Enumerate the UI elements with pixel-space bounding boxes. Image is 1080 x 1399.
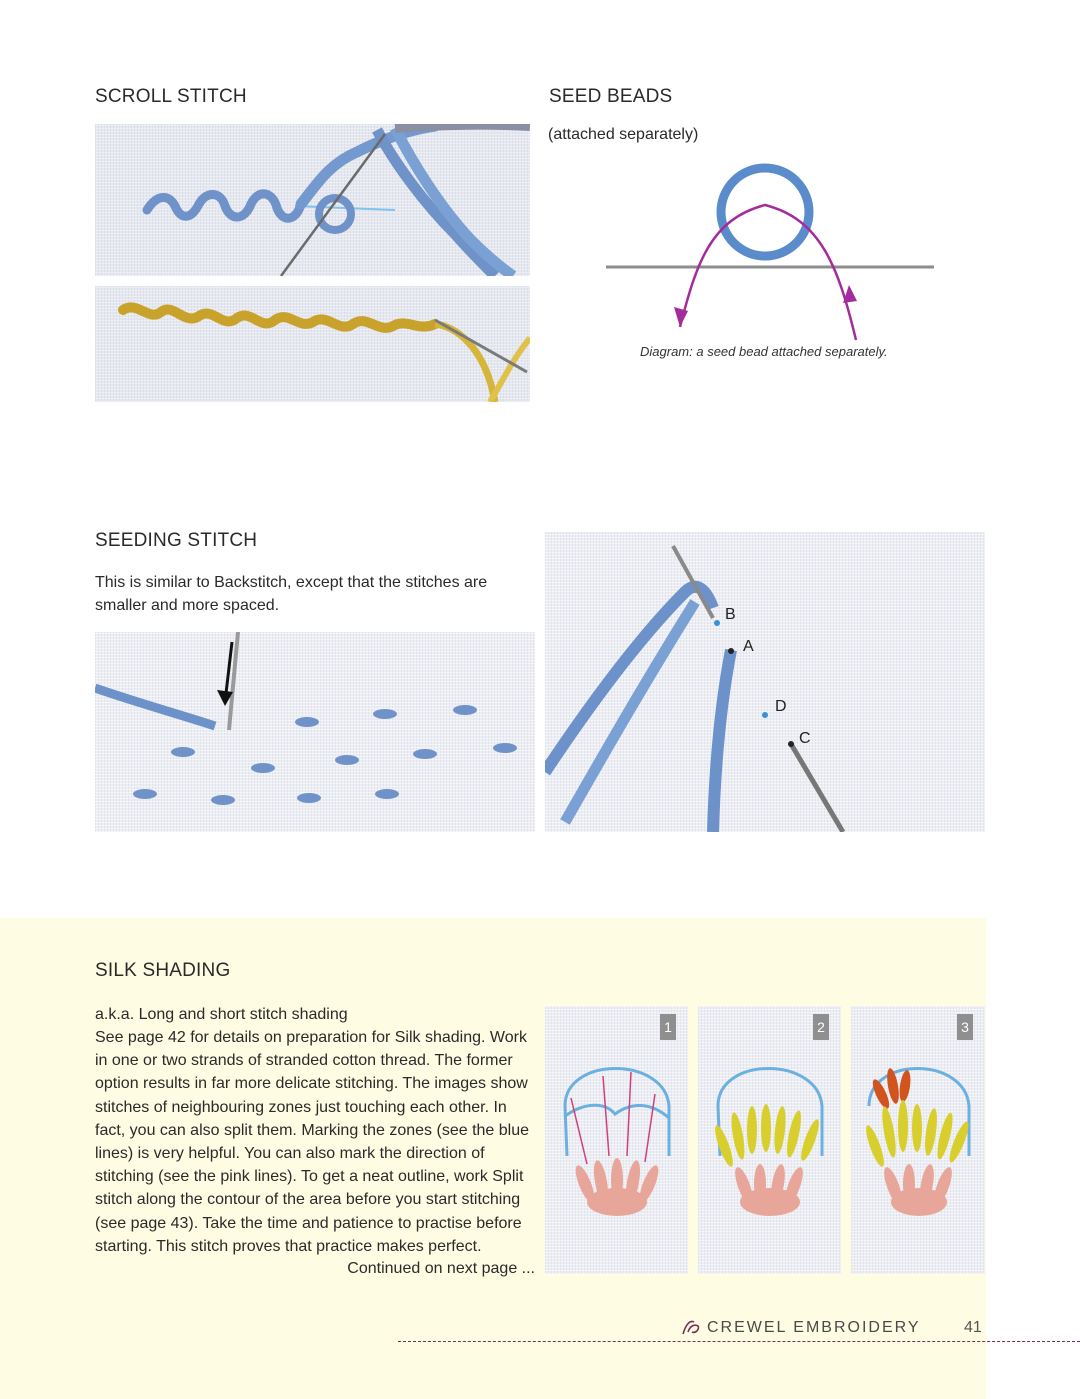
seed-beads-subtitle: (attached separately) <box>548 126 699 143</box>
seeding-stitch-photo <box>95 632 535 832</box>
crewel-flourish-icon <box>680 1318 702 1338</box>
continued-note: Continued on next page ... <box>347 1260 535 1277</box>
silk-shading-step-1-photo <box>545 1006 688 1274</box>
scroll-stitch-photo-blue <box>95 124 530 276</box>
silk-shading-step-3-photo <box>851 1006 985 1274</box>
seeding-stitch-abcd-photo <box>545 532 985 832</box>
seed-bead-diagram <box>600 155 940 345</box>
silk-shading-aka: a.k.a. Long and short stitch shading <box>95 1006 348 1023</box>
step-badge-1: 1 <box>660 1014 676 1040</box>
seeding-stitch-description: This is similar to Backstitch, except that the stitches are smaller and more spaced. <box>95 574 488 615</box>
page-number: 41 <box>964 1319 982 1336</box>
point-label-b: B <box>725 606 736 623</box>
scroll-stitch-photo-yellow <box>95 286 530 402</box>
point-label-a: A <box>743 638 754 655</box>
seed-beads-heading: SEED BEADS <box>549 86 673 107</box>
seeding-stitch-heading: SEEDING STITCH <box>95 530 258 551</box>
scroll-stitch-heading: SCROLL STITCH <box>95 86 247 107</box>
silk-shading-step-2-photo <box>698 1006 841 1274</box>
point-label-d: D <box>775 698 787 715</box>
seed-bead-diagram-caption: Diagram: a seed bead attached separately. <box>640 344 888 359</box>
point-label-c: C <box>799 730 811 747</box>
step-badge-3: 3 <box>957 1014 973 1040</box>
silk-shading-body: See page 42 for details on preparation for Silk shading. Work in one or two strands of stranded cotton thread. The former option results in far more delicate stitching. The images show stitches of neighbouring zones just touching each other. In fact, you can also split them. Marking the zones (see the blue lines) is very helpful. You can also mark the direction of stitching (see the pink lines). To get a neat outline, work Split stitch along the contour of the area before you start stitching (see page 43). Take the time and patience to practise before starting. This stitch proves that practice makes perfect. <box>95 1029 530 1255</box>
step-badge-2: 2 <box>813 1014 829 1040</box>
footer-book-title: CREWEL EMBROIDERY <box>707 1319 921 1336</box>
silk-shading-heading: SILK SHADING <box>95 960 231 981</box>
footer-dashed-line <box>398 1341 1080 1342</box>
